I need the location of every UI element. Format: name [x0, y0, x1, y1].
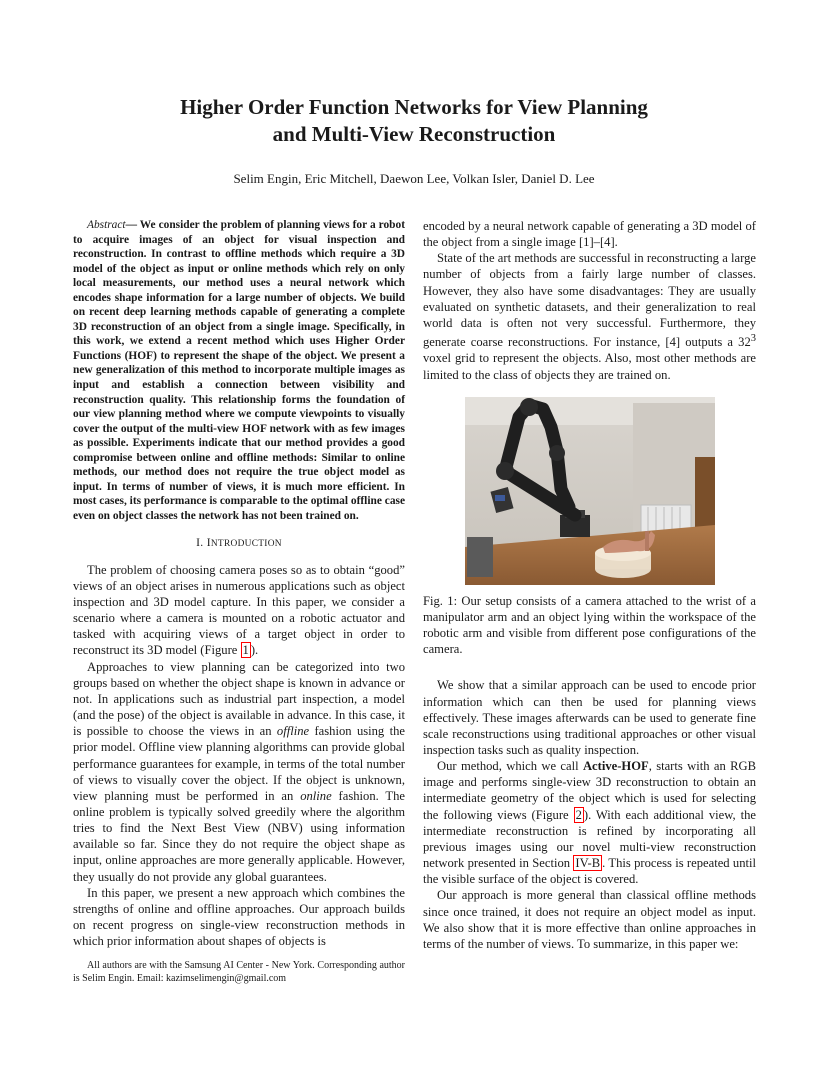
footnote: All authors are with the Samsung AI Center - New York. Corresponding author is Selim Engin. Email: kazimselimengin@gmail.com: [73, 960, 405, 985]
author-list: Selim Engin, Eric Mitchell, Daewon Lee, Volkan Isler, Daniel D. Lee: [233, 171, 595, 186]
right-column: [423, 218, 756, 952]
intro-paragraph-2: Approaches to view planning can be categorized into two groups based on whether the object shape is known in advance or not. In applications such as industrial part inspection, a model (and the pose) of the object is available in advance. In this case, it is possible to choose the views in an offline fashion using the prior model. Offline view planning algorithms can provide global performance guarantees for example, in terms of the total number of views to visually cover the object. If the object is unknown, view planning must be performed in an online fashion. The online problem is typically solved greedily where the algorithm tries to find the Next Best View (NBV) using information available so far. Since they do not require the object shape as input, online approaches are more generally applicable. However, they usually do not provide any global guarantees.: [73, 659, 405, 884]
intro-paragraph-3: In this paper, we present a new approach which combines the strengths of online and offline approaches. Our approach builds on recent progress on single-view reconstruction methods in which prior information about shapes of objects is: [73, 885, 405, 949]
right-paragraph-1: encoded by a neural network capable of generating a 3D model of the object from a single image [1]–[4].: [423, 219, 756, 250]
right-paragraph-3: We show that a similar approach can be used to encode prior information which can then be used for planning views effectively. These images afterwards can be used to generate fine scale reconstructions using traditional approaches or other visual inspection tasks such as quality inspection.: [423, 678, 756, 757]
figure-2-link[interactable]: 2: [575, 807, 582, 822]
method-name-active-hof: Active-HOF: [582, 759, 649, 774]
right-paragraph-4: Our method, which we call Active-HOF, starts with an RGB image and performs single-view 3D reconstruction to obtain an intermediate geometry of the object which is used for selecting the following views (Figure 2 ). With each additional view, the intermediate reconstruction is refined by incorporating all previous images using our novel multi-view reconstruction network presented in Section IV-B . This process is repeated until the visible surface of the object is covered.: [423, 759, 757, 887]
figure-1-link[interactable]: 1: [242, 643, 249, 658]
title-line-1: Higher Order Function Networks for View Planning: [180, 95, 648, 119]
paper-title: [120, 94, 708, 148]
figure-1-robot-arm-photo: [465, 397, 715, 585]
abstract-text: — We consider the problem of planning views for a robot to acquire images of an object for visual inspection and reconstruction. In contrast to offline methods which require a 3D model of the object as input or online methods which rely on only local measurements, our method uses a neural network which encodes shape information for a large number of objects. We build on recent deep learning methods capable of generating a complete 3D reconstruction of an object from a single image. Specifically, in this work, we extend a recent method which uses Higher Order Functions (HOF) to represent the shape of the object. We present a new generalization of this method to incorporate multiple images as input and establish a connection between visibility and reconstruction quality. This relationship forms the foundation of our view planning method where we compute viewpoints to visually cover the output of the multi-view HOF network with as few images as possible. Experiments indicate that our method provides a good compromise between online and offline methods: Similar to online methods, our method does not require the true object model as input. In terms of number of views, it is much more efficient. In most cases, its performance is comparable to the optimal offline case even on object classes the network has not been trained on.: [73, 219, 405, 522]
abstract-lead: Abstract: [87, 219, 126, 231]
left-column: [73, 218, 405, 985]
section-iv-b-link[interactable]: IV-B: [575, 856, 601, 871]
right-paragraph-2: State of the art methods are successful in reconstructing a large number of objects from a fairly large number of classes. However, they also have some disadvantages: They are usually evaluated on synthetic datasets, and their generalization to real world data is often not very successful. Furthermore, they generate coarse reconstructions. For instance, [4] outputs a $32^3$ voxel grid to represent the objects. Also, most other methods are limited to the class of objects they are trained on.: [423, 251, 756, 382]
abstract: [73, 218, 405, 523]
right-paragraph-5: Our approach is more general than classical offline methods since once trained, it does not require an object model as input. We also show that it is more effective than online approaches in terms of the number of views. To summarize, in this paper we:: [423, 888, 756, 951]
title-line-2: and Multi-View Reconstruction: [272, 122, 556, 146]
section-heading-introduction: I. INTRODUCTION: [196, 536, 282, 550]
figure-1-caption: Fig. 1: Our setup consists of a camera attached to the wrist of a manipulator arm and an object lying within the workspace of the robotic arm and visible from different pose configurations of the camera.: [423, 593, 756, 657]
intro-paragraph-1: The problem of choosing camera poses so as to obtain “good” views of an object arises in numerous applications such as object inspection and 3D model capture. In this paper, we consider a scenario where a camera is mounted on a robotic actuator and tasked with acquiring views of a target object in order to reconstruct its 3D model (Figure 1 ).: [73, 562, 405, 658]
